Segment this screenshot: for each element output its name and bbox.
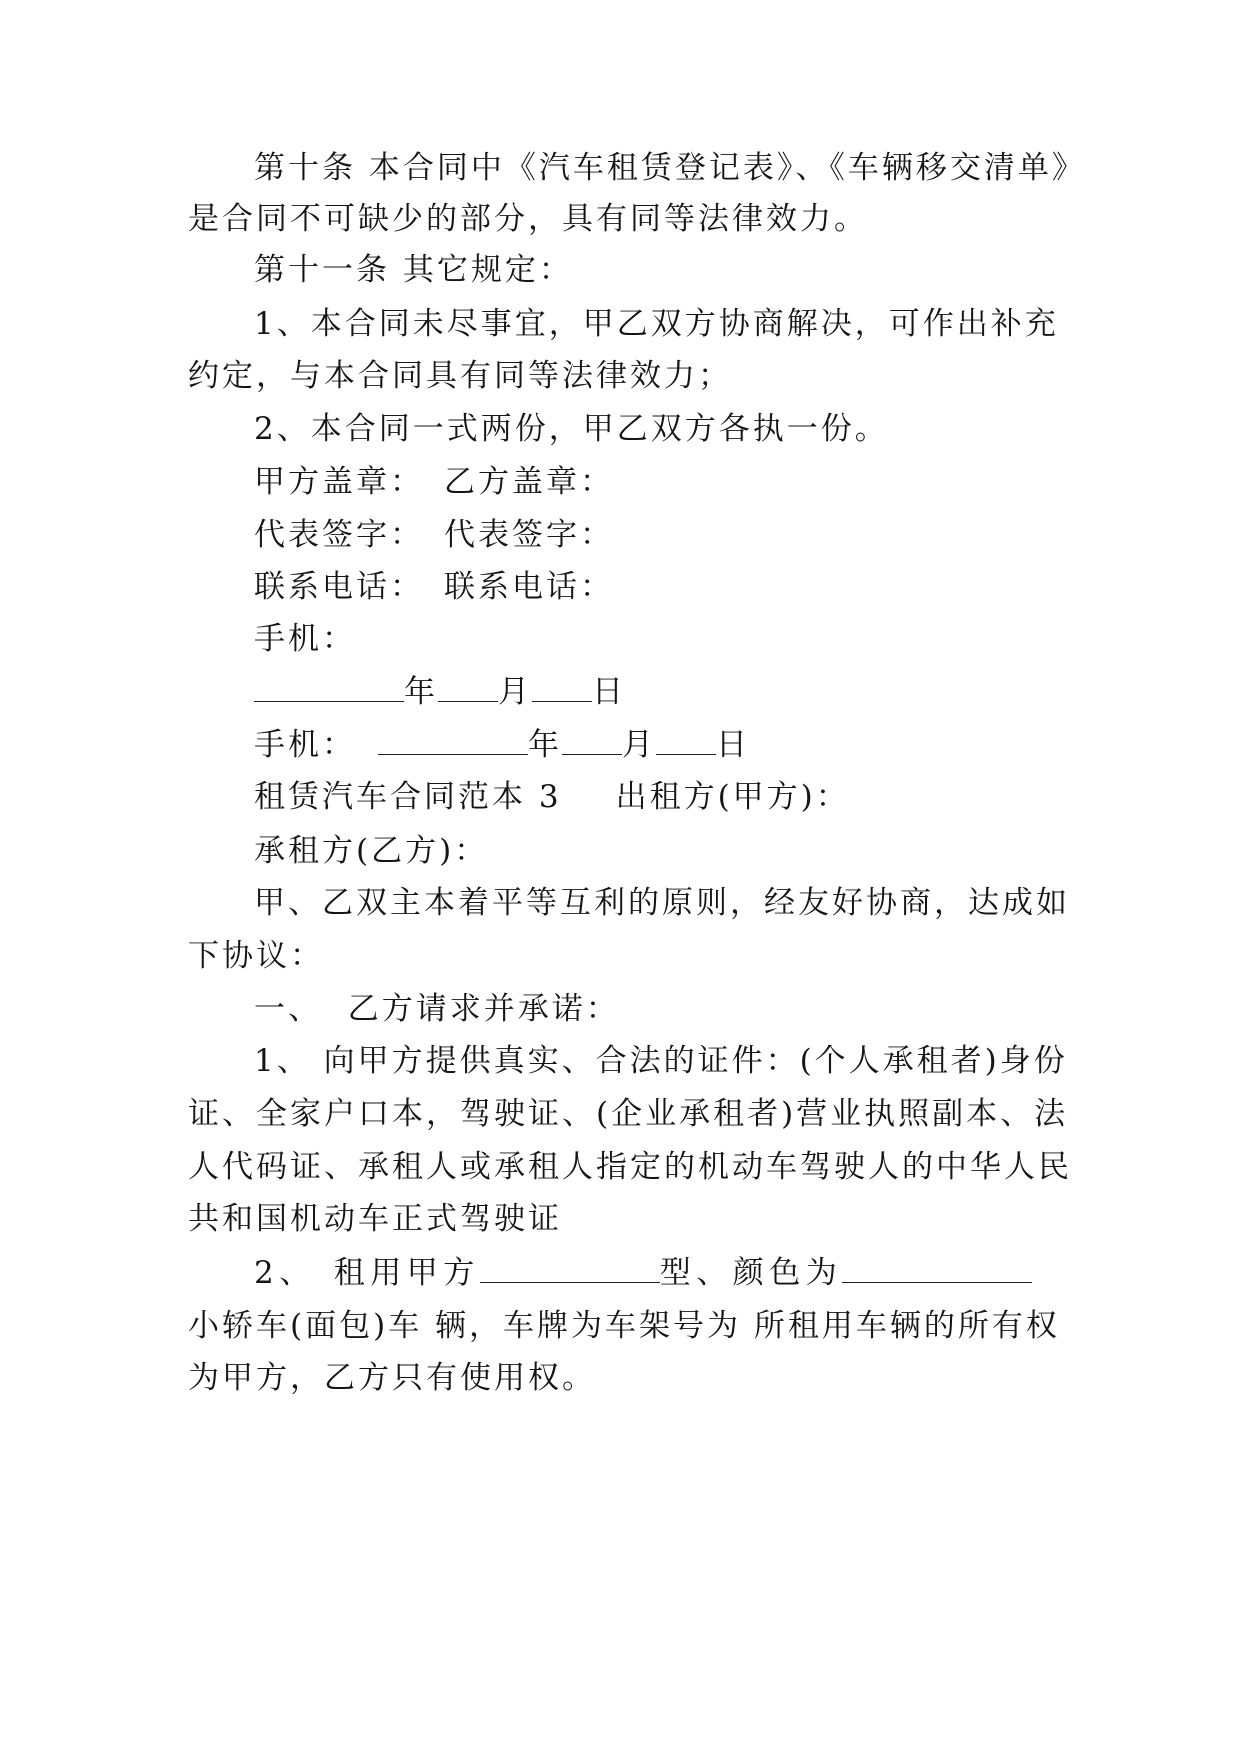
phone-row bbox=[254, 567, 614, 607]
article-11-item-1-line-1: 1、本合同未尽事宜，甲乙双方协商解决，可作出补充 bbox=[254, 306, 1059, 342]
section-1-item-2-line-2: 小轿车(面包)车 辆，车牌为车架号为 所租用车辆的所有权 bbox=[188, 1308, 1060, 1344]
year-blank bbox=[254, 673, 404, 702]
day-blank bbox=[532, 673, 592, 702]
article-10-line-1: 第十条 本合同中《汽车租赁登记表》、《车辆移交清单》 bbox=[254, 150, 1086, 186]
party-a-signature-label: 代表签字： bbox=[254, 517, 424, 553]
intro-line-2: 下协议： bbox=[188, 938, 324, 974]
signature-row bbox=[254, 515, 614, 555]
month-blank bbox=[438, 673, 498, 702]
day-blank-2 bbox=[656, 726, 716, 755]
party-b-signature-label: 代表签字： bbox=[444, 517, 614, 553]
seal-row bbox=[254, 462, 614, 502]
day-label: 日 bbox=[592, 674, 626, 710]
month-blank-2 bbox=[562, 726, 622, 755]
sample-title: 租赁汽车合同范本 3 bbox=[254, 779, 562, 815]
article-11-title: 第十一条 其它规定： bbox=[254, 252, 573, 288]
year-label: 年 bbox=[404, 674, 438, 710]
section-1-item-1-line-1: 1、 向甲方提供真实、合法的证件：(个人承租者)身份 bbox=[254, 1043, 1068, 1079]
year-label-2: 年 bbox=[528, 727, 562, 763]
section-1-title: 一、 乙方请求并承诺： bbox=[254, 991, 620, 1027]
section-1-item-2-line-1 bbox=[254, 1253, 1032, 1293]
sample-title-row bbox=[254, 777, 850, 817]
date-row-2 bbox=[254, 725, 750, 765]
item-2-rent-label: 租用甲方 bbox=[333, 1255, 480, 1291]
item-2-type-label: 型、颜色为 bbox=[659, 1255, 843, 1291]
party-b-seal-label: 乙方盖章： bbox=[444, 464, 614, 500]
section-1-item-1-line-2: 证、全家户口本，驾驶证、(企业承租者)营业执照副本、法 bbox=[188, 1096, 1069, 1132]
year-blank-2 bbox=[378, 726, 528, 755]
lessor-label: 出租方(甲方)： bbox=[615, 779, 850, 815]
vehicle-model-blank bbox=[480, 1254, 660, 1283]
day-label-2: 日 bbox=[716, 727, 750, 763]
section-1-item-2-line-3: 为甲方，乙方只有使用权。 bbox=[188, 1360, 596, 1396]
party-b-phone-label: 联系电话： bbox=[444, 569, 614, 605]
lessee-label: 承租方(乙方)： bbox=[254, 833, 489, 869]
section-1-item-1-line-3: 人代码证、承租人或承租人指定的机动车驾驶人的中华人民 bbox=[188, 1149, 1072, 1185]
month-label: 月 bbox=[498, 674, 532, 710]
item-2-number: 2、 bbox=[254, 1255, 316, 1291]
article-10-line-2: 是合同不可缺少的部分，具有同等法律效力。 bbox=[188, 201, 868, 237]
intro-line-1: 甲、乙双主本着平等互利的原则，经友好协商，达成如 bbox=[254, 885, 1070, 921]
article-11-item-1-line-2: 约定，与本合同具有同等法律效力； bbox=[188, 358, 732, 394]
month-label-2: 月 bbox=[622, 727, 656, 763]
mobile-label-2: 手机： bbox=[254, 727, 356, 763]
section-1-item-1-line-4: 共和国机动车正式驾驶证 bbox=[188, 1201, 562, 1237]
party-a-phone-label: 联系电话： bbox=[254, 569, 424, 605]
mobile-label-1: 手机： bbox=[254, 621, 356, 657]
article-11-item-2: 2、本合同一式两份，甲乙双方各执一份。 bbox=[254, 411, 889, 447]
date-row-1 bbox=[254, 672, 626, 712]
vehicle-color-blank bbox=[842, 1254, 1032, 1283]
party-a-seal-label: 甲方盖章： bbox=[254, 464, 424, 500]
